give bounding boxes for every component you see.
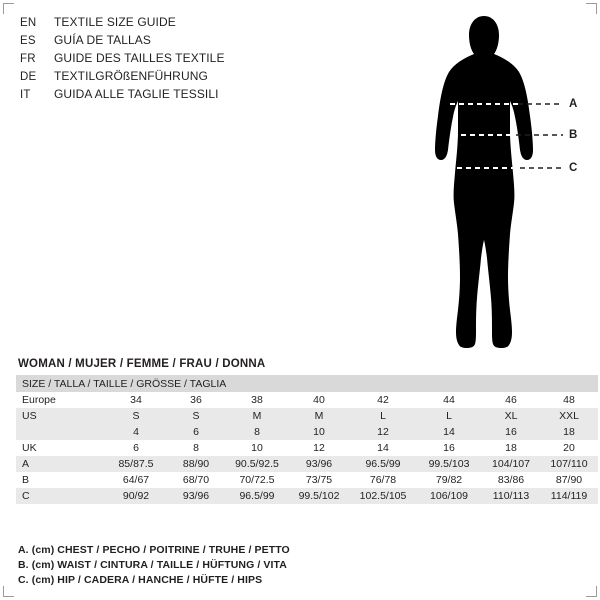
row-label-a: A xyxy=(16,456,106,472)
legend-line-a: A. (cm) CHEST / PECHO / POITRINE / TRUHE / PETTO xyxy=(18,544,290,556)
table-row xyxy=(16,408,598,424)
language-row-es xyxy=(20,33,350,51)
language-code-es: ES xyxy=(20,35,36,47)
language-title-block xyxy=(20,15,350,105)
cell: 99.5/102 xyxy=(288,488,350,504)
table-row xyxy=(16,424,598,440)
measure-label-b: B xyxy=(569,129,578,141)
size-table-area xyxy=(16,358,588,504)
table-caption: WOMAN / MUJER / FEMME / FRAU / DONNA xyxy=(18,358,266,370)
language-row-fr xyxy=(20,51,350,69)
cell: M xyxy=(226,408,288,424)
cell: 10 xyxy=(226,440,288,456)
corner-mark-bottom-left xyxy=(3,586,14,597)
cell: 73/75 xyxy=(288,472,350,488)
language-row-en xyxy=(20,15,350,33)
table-row xyxy=(16,392,598,408)
row-label-us-numeric xyxy=(16,424,106,440)
cell: 114/119 xyxy=(540,488,598,504)
language-text-en: TEXTILE SIZE GUIDE xyxy=(54,15,176,29)
cell: L xyxy=(350,408,416,424)
cell: 85/87.5 xyxy=(106,456,166,472)
cell: 107/110 xyxy=(540,456,598,472)
cell: 42 xyxy=(350,392,416,408)
cell: 14 xyxy=(416,424,482,440)
measure-label-c: C xyxy=(569,162,578,174)
legend-line-b: B. (cm) WAIST / CINTURA / TAILLE / HÜFTUNG / VITA xyxy=(18,559,287,571)
cell: 68/70 xyxy=(166,472,226,488)
cell: 96.5/99 xyxy=(350,456,416,472)
cell: 20 xyxy=(540,440,598,456)
cell: 76/78 xyxy=(350,472,416,488)
cell: 16 xyxy=(416,440,482,456)
female-silhouette-icon xyxy=(380,8,595,378)
row-label-c: C xyxy=(16,488,106,504)
measurement-legend xyxy=(18,543,418,588)
row-label-b: B xyxy=(16,472,106,488)
cell: XXL xyxy=(540,408,598,424)
cell: 90.5/92.5 xyxy=(226,456,288,472)
cell: 10 xyxy=(288,424,350,440)
row-label-us: US xyxy=(16,408,106,424)
cell: XL xyxy=(482,408,540,424)
language-text-es: GUÍA DE TALLAS xyxy=(54,33,151,47)
body-figure xyxy=(380,8,595,378)
cell: 87/90 xyxy=(540,472,598,488)
language-code-it: IT xyxy=(20,89,31,101)
table-row xyxy=(16,456,598,472)
cell: 96.5/99 xyxy=(226,488,288,504)
cell: 79/82 xyxy=(416,472,482,488)
language-row-it xyxy=(20,87,350,105)
cell: 14 xyxy=(350,440,416,456)
table-row xyxy=(16,440,598,456)
cell: L xyxy=(416,408,482,424)
cell: 12 xyxy=(350,424,416,440)
corner-mark-bottom-right xyxy=(586,586,597,597)
row-label-uk: UK xyxy=(16,440,106,456)
cell: 104/107 xyxy=(482,456,540,472)
cell: 16 xyxy=(482,424,540,440)
table-row xyxy=(16,488,598,504)
language-code-de: DE xyxy=(20,71,37,83)
cell: 90/92 xyxy=(106,488,166,504)
cell: M xyxy=(288,408,350,424)
corner-mark-top-left xyxy=(3,3,14,14)
cell: 93/96 xyxy=(166,488,226,504)
cell: 83/86 xyxy=(482,472,540,488)
table-header-row xyxy=(16,375,598,392)
cell: 99.5/103 xyxy=(416,456,482,472)
cell: 38 xyxy=(226,392,288,408)
cell: 102.5/105 xyxy=(350,488,416,504)
cell: 18 xyxy=(482,440,540,456)
cell: 93/96 xyxy=(288,456,350,472)
size-table xyxy=(16,375,598,504)
language-code-en: EN xyxy=(20,17,37,29)
cell: 4 xyxy=(106,424,166,440)
cell: 70/72.5 xyxy=(226,472,288,488)
cell: 8 xyxy=(166,440,226,456)
cell: 6 xyxy=(166,424,226,440)
cell: 64/67 xyxy=(106,472,166,488)
language-text-de: TEXTILGRÖßENFÜHRUNG xyxy=(54,69,208,83)
cell: 8 xyxy=(226,424,288,440)
cell: 36 xyxy=(166,392,226,408)
language-text-fr: GUIDE DES TAILLES TEXTILE xyxy=(54,51,225,65)
measure-label-a: A xyxy=(569,98,578,110)
cell: S xyxy=(106,408,166,424)
cell: 110/113 xyxy=(482,488,540,504)
language-text-it: GUIDA ALLE TAGLIE TESSILI xyxy=(54,87,219,101)
cell: 6 xyxy=(106,440,166,456)
table-header-cell: SIZE / TALLA / TAILLE / GRÖSSE / TAGLIA xyxy=(16,375,598,392)
cell: 40 xyxy=(288,392,350,408)
cell: 12 xyxy=(288,440,350,456)
cell: S xyxy=(166,408,226,424)
legend-line-c: C. (cm) HIP / CADERA / HANCHE / HÜFTE / HIPS xyxy=(18,574,263,586)
cell: 48 xyxy=(540,392,598,408)
table-row xyxy=(16,472,598,488)
cell: 18 xyxy=(540,424,598,440)
cell: 88/90 xyxy=(166,456,226,472)
cell: 44 xyxy=(416,392,482,408)
cell: 106/109 xyxy=(416,488,482,504)
language-code-fr: FR xyxy=(20,53,36,65)
row-label-europe: Europe xyxy=(16,392,106,408)
cell: 34 xyxy=(106,392,166,408)
cell: 46 xyxy=(482,392,540,408)
language-row-de xyxy=(20,69,350,87)
